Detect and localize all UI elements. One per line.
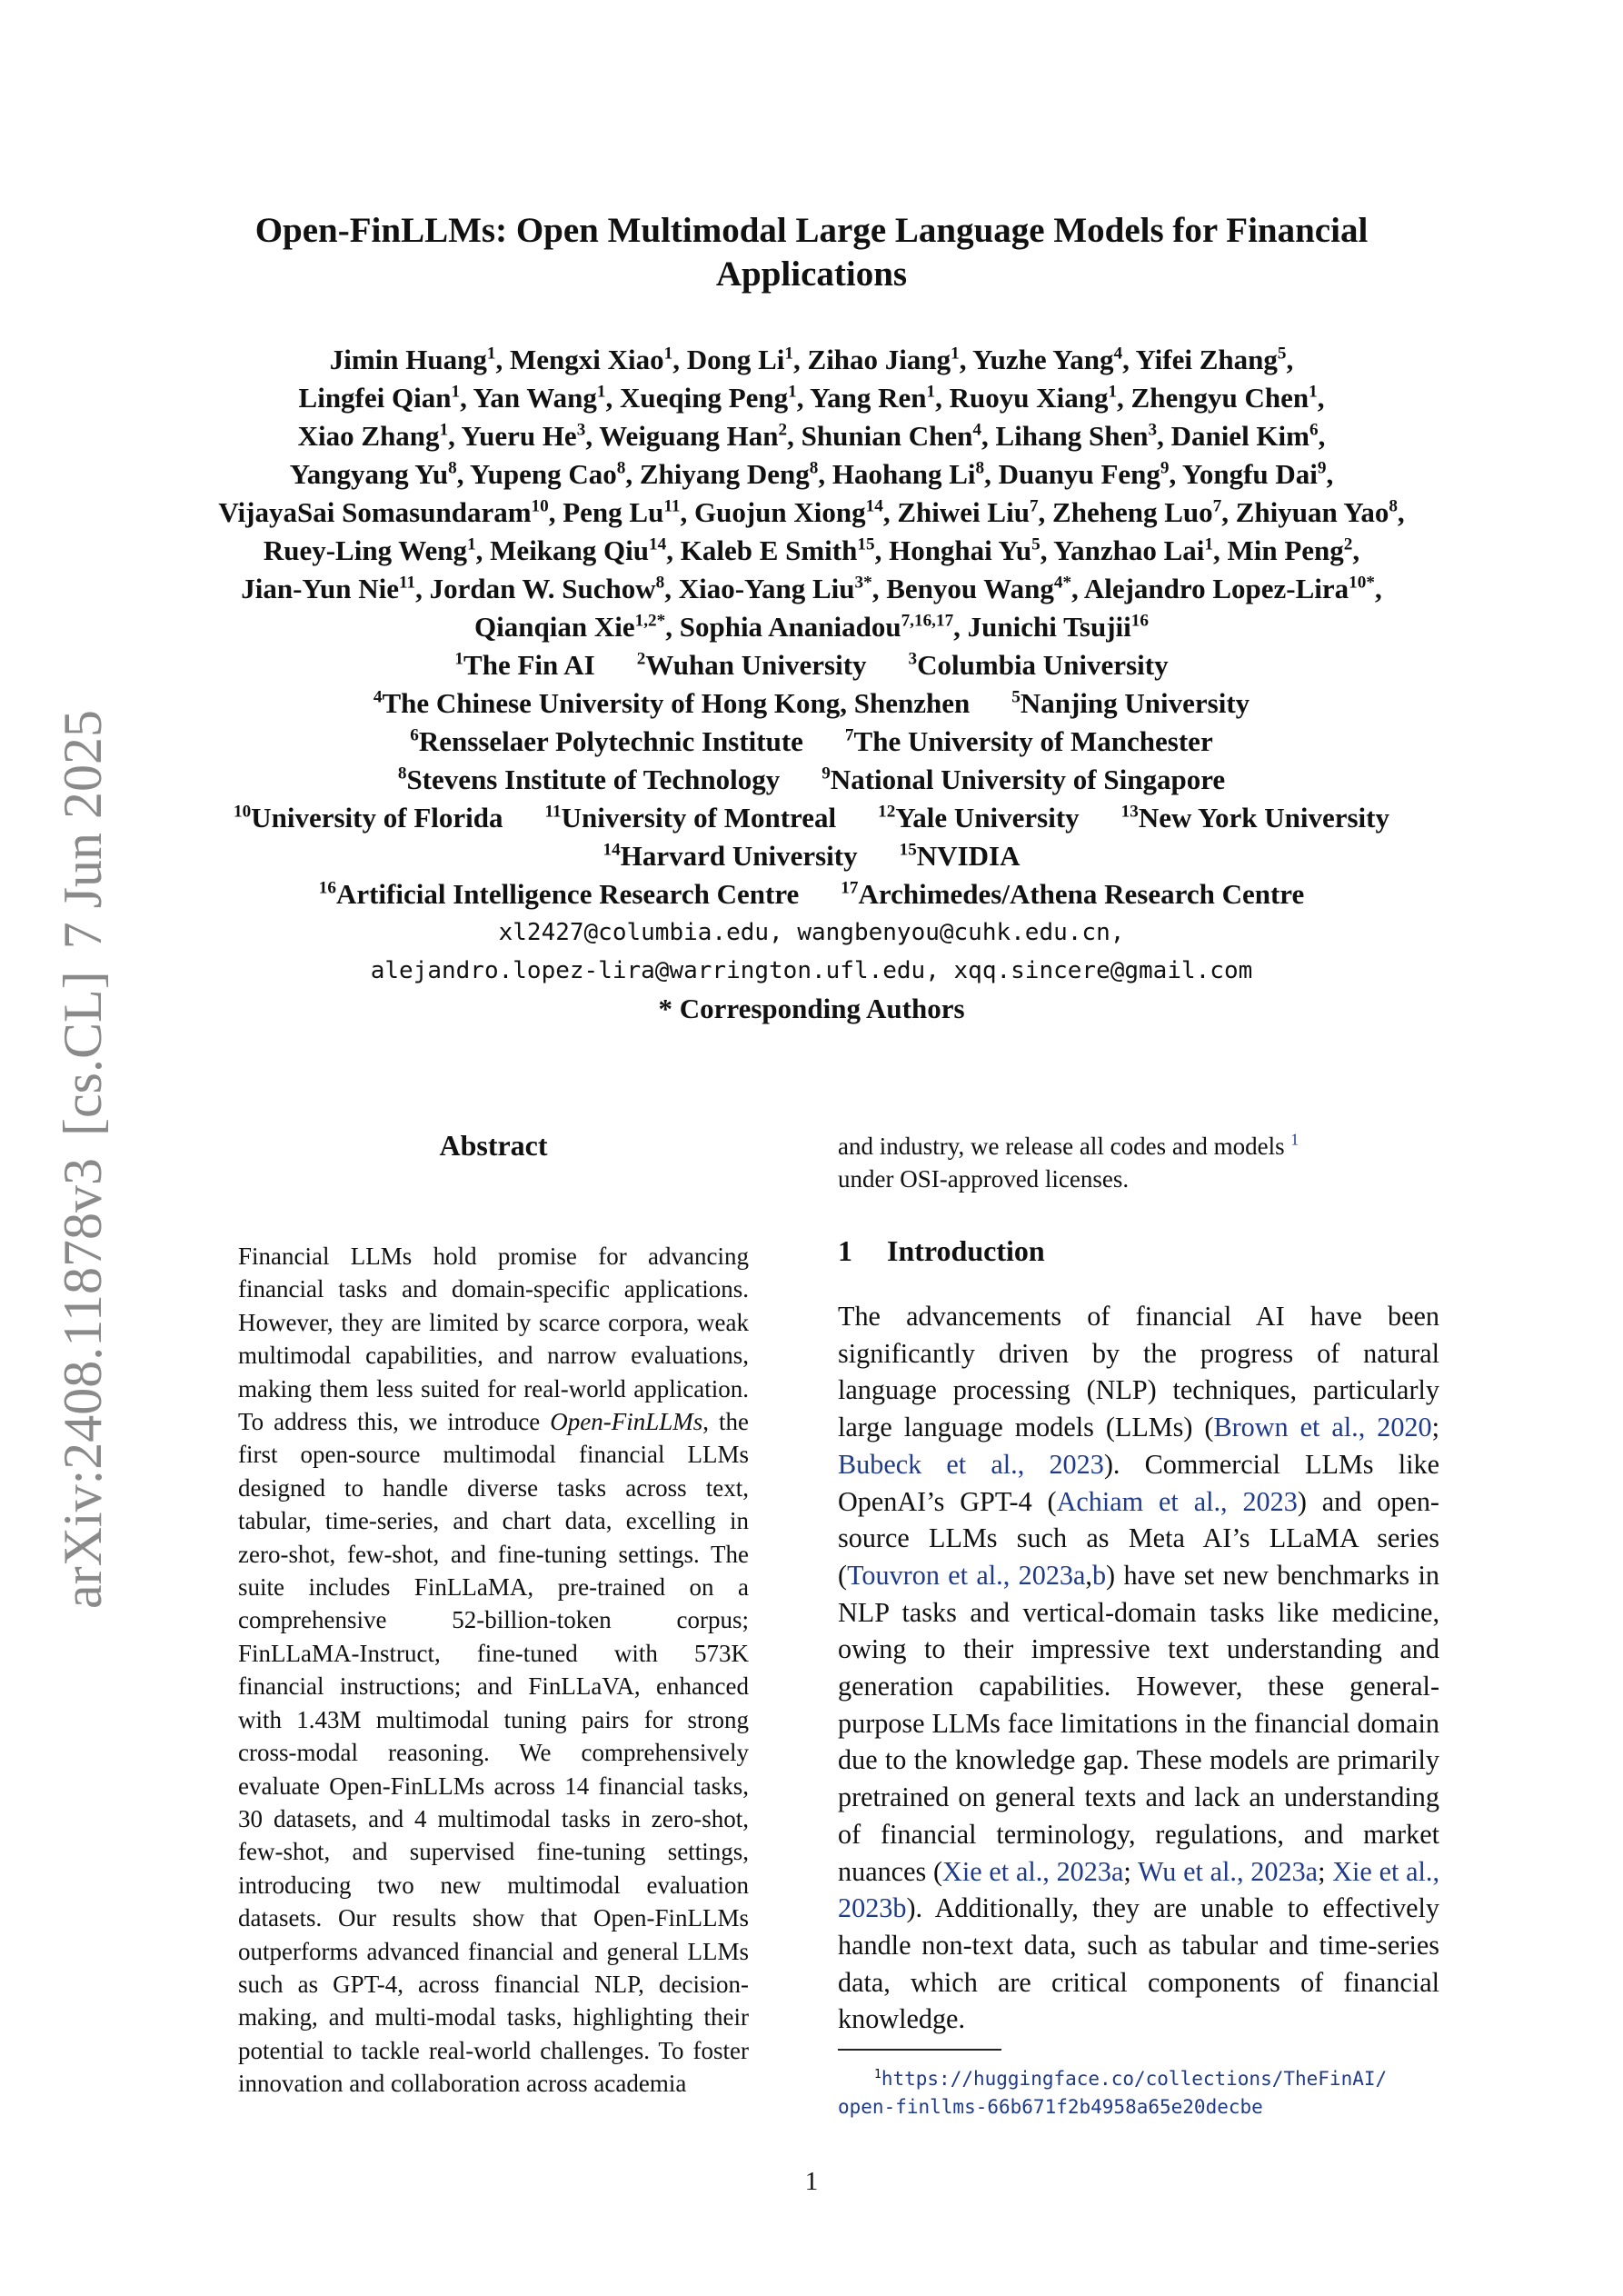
author bbox=[1084, 573, 1375, 604]
author-line: Lingfei Qian$^1$, Yan Wang$^1$, Xueqing Peng$^1$, Yang Ren$^1$, Ruoyu Xiang$^1$, Zhengyu Chen$^1$, bbox=[298, 382, 1325, 414]
author-list bbox=[100, 341, 1523, 646]
author-name: Jian-Yun Nie bbox=[241, 573, 399, 604]
author bbox=[620, 382, 797, 414]
author-affiliation-mark: 1 bbox=[596, 382, 606, 402]
author bbox=[680, 611, 953, 643]
author bbox=[241, 573, 415, 604]
affiliation-number: 5 bbox=[1011, 687, 1021, 707]
body-text: ; bbox=[1318, 1855, 1333, 1887]
affiliation-number: 3 bbox=[908, 649, 918, 669]
paper-title: Open-FinLLMs: Open Multimodal Large Language Models for Financial Applications bbox=[254, 211, 1369, 294]
email-line: alejandro.lopez-lira@warrington.ufl.edu, xqq.sincere@gmail.com bbox=[370, 957, 1253, 984]
author-name: Qianqian Xie bbox=[474, 611, 635, 643]
abstract-emphasis: Open-FinLLMs bbox=[550, 1408, 703, 1436]
author-affiliation-mark: 3 bbox=[576, 420, 586, 440]
section-number: 1 bbox=[838, 1234, 852, 1267]
author bbox=[470, 458, 625, 490]
author-affiliation-mark: 1 bbox=[486, 344, 496, 364]
affiliation bbox=[454, 649, 594, 681]
author bbox=[1182, 458, 1327, 490]
author bbox=[218, 496, 548, 528]
author-affiliation-mark: 1 bbox=[1204, 534, 1213, 554]
author bbox=[808, 344, 960, 375]
author-affiliation-mark: 4 bbox=[1113, 344, 1123, 364]
author bbox=[563, 496, 680, 528]
arxiv-category: [cs.CL] bbox=[53, 971, 113, 1136]
author-name: Shunian Chen bbox=[801, 420, 973, 452]
email-line: xl2427@columbia.edu, wangbenyou@cuhk.edu.cn, bbox=[498, 919, 1125, 946]
footnote bbox=[838, 2065, 1439, 2121]
author-affiliation-mark: 8 bbox=[616, 458, 626, 478]
introduction-paragraph bbox=[838, 1298, 1439, 2038]
author-name: Min Peng bbox=[1227, 534, 1344, 566]
author-line: Jimin Huang$^1$, Mengxi Xiao$^1$, Dong Li$^1$, Zihao Jiang$^1$, Yuzhe Yang$^4$, Yifei Zhang$^5$, bbox=[329, 344, 1294, 375]
affiliation bbox=[1011, 687, 1250, 719]
author bbox=[490, 534, 666, 566]
affiliation-number: 10 bbox=[234, 802, 252, 822]
author bbox=[950, 382, 1117, 414]
author-name: Zhiyuan Yao bbox=[1235, 496, 1389, 528]
affiliation-name: Harvard University bbox=[620, 840, 858, 872]
author-name: Sophia Ananiadou bbox=[679, 611, 901, 643]
author-affiliation-mark: 9 bbox=[1160, 458, 1170, 478]
author bbox=[1236, 496, 1398, 528]
arxiv-id: arXiv:2408.11878v3 bbox=[53, 1157, 113, 1609]
affiliation bbox=[373, 687, 970, 719]
author-block bbox=[100, 341, 1523, 1028]
affiliation-name: The Chinese University of Hong Kong, Shenzhen bbox=[382, 687, 971, 719]
email-link[interactable]: wangbenyou@cuhk.edu.cn bbox=[797, 919, 1110, 946]
abstract-text: Financial LLMs hold promise for advancing financial tasks and domain-specific applications. However, they are limited by scarce corpora, weak multimodal capabilities, and narrow evaluations, making them less suited for real-world application. To address this, we introduce bbox=[238, 1243, 749, 1436]
author-name: Ruoyu Xiang bbox=[949, 382, 1109, 414]
affiliation-name: Nanjing University bbox=[1020, 687, 1250, 719]
affiliation-number: 12 bbox=[878, 802, 896, 822]
affiliation-number: 9 bbox=[821, 764, 831, 784]
author-affiliation-mark: 1 bbox=[926, 382, 936, 402]
affiliation-name: Wuhan University bbox=[645, 649, 867, 681]
author-name: Meikang Qiu bbox=[490, 534, 650, 566]
author-name: Daniel Kim bbox=[1170, 420, 1309, 452]
affiliation bbox=[841, 878, 1304, 910]
author-affiliation-mark: 14 bbox=[865, 496, 883, 516]
affiliation-number: 1 bbox=[454, 649, 464, 669]
affiliation bbox=[398, 764, 780, 795]
author-affiliation-mark: 1 bbox=[788, 382, 797, 402]
author bbox=[1227, 534, 1352, 566]
author-affiliation-mark: 1 bbox=[1108, 382, 1118, 402]
author bbox=[886, 573, 1071, 604]
author-affiliation-mark: 3 bbox=[1148, 420, 1158, 440]
author bbox=[462, 420, 586, 452]
body-text: , bbox=[1085, 1559, 1092, 1591]
affiliation-name: University of Florida bbox=[251, 802, 503, 834]
author-name: Yang Ren bbox=[810, 382, 927, 414]
body-text: ). Additionally, they are unable to effectively handle non-text data, such as tabular and time-series data, which are critical components of financial knowledge. bbox=[838, 1892, 1439, 2035]
affiliation-row bbox=[100, 875, 1523, 913]
author-affiliation-mark: 1 bbox=[663, 344, 673, 364]
author bbox=[889, 534, 1041, 566]
body-text: ; bbox=[1123, 1855, 1138, 1887]
author bbox=[1171, 420, 1319, 452]
body-text: ) and open-source LLMs such as Meta AI’s LLaMA series ( bbox=[838, 1485, 1439, 1591]
author-affiliation-mark: 3* bbox=[854, 573, 872, 593]
affiliation-name: Artificial Intelligence Research Centre bbox=[335, 878, 800, 910]
author-affiliation-mark: 11 bbox=[663, 496, 681, 516]
author bbox=[810, 382, 935, 414]
affiliation-number: 4 bbox=[373, 687, 383, 707]
author-name: Jimin Huang bbox=[329, 344, 487, 375]
citation-link[interactable]: Bubeck et al., 2023 bbox=[838, 1448, 1104, 1480]
affiliation-name: Archimedes/Athena Research Centre bbox=[858, 878, 1305, 910]
affiliation-row bbox=[100, 646, 1523, 684]
author-name: Weiguang Han bbox=[599, 420, 779, 452]
footnote-rule bbox=[838, 2049, 1001, 2051]
author bbox=[640, 458, 819, 490]
author-name: Xiao Zhang bbox=[297, 420, 440, 452]
author-name: Alejandro Lopez-Lira bbox=[1083, 573, 1349, 604]
author-name: Yanzhao Lai bbox=[1053, 534, 1205, 566]
author-line: VijayaSai Somasundaram$^{10}$, Peng Lu$^{11}$, Guojun Xiong$^{14}$, Zhiwei Liu$^7$, Zheheng Luo$^7$, Zhiyuan Yao$^8$, bbox=[218, 496, 1405, 528]
affiliation bbox=[900, 840, 1021, 872]
author bbox=[897, 496, 1038, 528]
author-name: Zheheng Luo bbox=[1052, 496, 1213, 528]
body-text: ; bbox=[1431, 1412, 1439, 1443]
affiliation-row bbox=[100, 723, 1523, 761]
author bbox=[1131, 382, 1318, 414]
author bbox=[510, 344, 672, 375]
citation-link[interactable]: Touvron et al., 2023a bbox=[847, 1559, 1086, 1591]
author-affiliation-mark: 11 bbox=[398, 573, 416, 593]
footnote-url[interactable]: open-finllms-66b671f2b4958a65e20decbe bbox=[838, 2096, 1263, 2118]
citation-link[interactable]: Xie et al., 2023b bbox=[838, 1855, 1440, 1924]
author bbox=[679, 573, 872, 604]
author-affiliation-mark: 10* bbox=[1349, 573, 1375, 593]
author bbox=[299, 382, 461, 414]
author-name: Lihang Shen bbox=[995, 420, 1149, 452]
author-affiliation-mark: 4 bbox=[972, 420, 981, 440]
author bbox=[694, 496, 883, 528]
page-number: 1 bbox=[804, 2167, 819, 2196]
affiliation bbox=[845, 725, 1213, 757]
author-name: Haohang Li bbox=[831, 458, 976, 490]
affiliation-number: 15 bbox=[899, 840, 917, 860]
author-name: Yan Wang bbox=[473, 382, 597, 414]
email-link[interactable]: alejandro.lopez-lira@warrington.ufl.edu bbox=[370, 957, 926, 984]
corresponding-note: * Corresponding Authors bbox=[658, 993, 965, 1024]
affiliation-row bbox=[100, 799, 1523, 837]
affiliation bbox=[878, 802, 1080, 834]
author bbox=[968, 611, 1149, 643]
author-affiliation-mark: 1,2* bbox=[634, 611, 666, 631]
affiliation bbox=[821, 764, 1225, 795]
email-link[interactable]: xqq.sincere@gmail.com bbox=[953, 957, 1253, 984]
citation-link[interactable]: b bbox=[1091, 1559, 1107, 1591]
author-line: Qianqian Xie$^{1,2*}$, Sophia Ananiadou$^{7,16,17}$, Junichi Tsujii$^{16}$ bbox=[474, 611, 1149, 643]
affiliation-name: The University of Manchester bbox=[853, 725, 1213, 757]
abstract-heading: Abstract bbox=[439, 1129, 548, 1162]
affiliation-name: The Fin AI bbox=[463, 649, 595, 681]
affiliation-number: 11 bbox=[544, 802, 562, 822]
citation-link[interactable]: Wu et al., 2023a bbox=[1137, 1855, 1319, 1887]
author bbox=[599, 420, 787, 452]
author bbox=[802, 420, 981, 452]
author-name: Xueqing Peng bbox=[619, 382, 789, 414]
author bbox=[681, 534, 875, 566]
author-affiliation-mark: 1 bbox=[439, 420, 449, 440]
citation-link[interactable]: Achiam et al., 2023 bbox=[1056, 1485, 1298, 1517]
affiliation-number: 17 bbox=[841, 878, 859, 898]
author-affiliation-mark: 5 bbox=[1277, 344, 1287, 364]
author bbox=[995, 420, 1157, 452]
affiliation-row bbox=[100, 684, 1523, 723]
author-affiliation-mark: 8 bbox=[809, 458, 819, 478]
affiliation-name: Stevens Institute of Technology bbox=[406, 764, 781, 795]
author-affiliation-mark: 1 bbox=[467, 534, 476, 554]
author bbox=[1053, 534, 1213, 566]
citation-link[interactable]: Brown et al., 2020 bbox=[1213, 1412, 1432, 1443]
affiliation bbox=[603, 840, 858, 872]
affiliation-number: 14 bbox=[602, 840, 621, 860]
author-line: Yangyang Yu$^8$, Yupeng Cao$^8$, Zhiyang Deng$^8$, Haohang Li$^8$, Duanyu Feng$^9$, Yongfu Dai$^9$, bbox=[289, 458, 1334, 490]
author-name: Zhengyu Chen bbox=[1130, 382, 1309, 414]
affiliation bbox=[637, 649, 867, 681]
footnote-marker[interactable]: 1 bbox=[1290, 1130, 1299, 1149]
affiliation-name: Columbia University bbox=[917, 649, 1169, 681]
author bbox=[474, 611, 665, 643]
author bbox=[330, 344, 496, 375]
author bbox=[832, 458, 984, 490]
affiliation bbox=[319, 878, 800, 910]
affiliation-name: Yale University bbox=[895, 802, 1080, 834]
author-name: Yangyang Yu bbox=[289, 458, 449, 490]
affiliation-name: University of Montreal bbox=[561, 802, 837, 834]
section-heading bbox=[838, 1233, 1439, 1269]
author bbox=[290, 458, 457, 490]
author-name: Yifei Zhang bbox=[1135, 344, 1278, 375]
body-text: ) have set new benchmarks in NLP tasks and vertical-domain tasks like medicine, owing to their impressive text understanding and generation capabilities. However, these general-purpose LLMs face limitations in the financial domain due to the knowledge gap. These models are primarily pretrained on general texts and lack an understanding of financial terminology, regulations, and market nuances ( bbox=[838, 1559, 1439, 1887]
affiliation-number: 16 bbox=[318, 878, 336, 898]
author-affiliation-mark: 15 bbox=[857, 534, 875, 554]
author-affiliation-mark: 6 bbox=[1309, 420, 1319, 440]
author-name: Zhiwei Liu bbox=[897, 496, 1030, 528]
author-name: Mengxi Xiao bbox=[510, 344, 664, 375]
affiliation-number: 8 bbox=[397, 764, 407, 784]
affiliation-number: 13 bbox=[1120, 802, 1139, 822]
abstract-continuation bbox=[838, 1130, 1439, 1195]
continuation-text: and industry, we release all codes and models bbox=[838, 1133, 1285, 1160]
affiliation-row bbox=[100, 837, 1523, 875]
author-affiliation-mark: 5 bbox=[1031, 534, 1041, 554]
author-name: VijayaSai Somasundaram bbox=[218, 496, 532, 528]
author-affiliation-mark: 1 bbox=[1309, 382, 1318, 402]
author-affiliation-mark: 8 bbox=[975, 458, 985, 478]
affiliation-name: Rensselaer Polytechnic Institute bbox=[418, 725, 803, 757]
author-name: Junichi Tsujii bbox=[967, 611, 1131, 643]
affiliation bbox=[909, 649, 1169, 681]
author-name: Yongfu Dai bbox=[1181, 458, 1318, 490]
affiliation-number: 7 bbox=[844, 725, 854, 745]
author-name: Jordan W. Suchow bbox=[429, 573, 656, 604]
author-name: Guojun Xiong bbox=[694, 496, 866, 528]
affiliation bbox=[234, 802, 503, 834]
author-affiliation-mark: 2 bbox=[1343, 534, 1353, 554]
abstract-text: , the first open-source multimodal financial LLMs designed to handle diverse tasks across text, tabular, time-series, and chart data, excelling in zero-shot, few-shot, and fine-tuning settings. The suite includes FinLLaMA, pre-trained on a comprehensive 52-billion-token corpus; FinLLaMA-Instruct, fine-tuned with 573K financial instructions; and FinLLaVA, enhanced with 1.43M multimodal tuning pairs for strong cross-modal reasoning. We comprehensively evaluate Open-FinLLMs across 14 financial tasks, 30 datasets, and 4 multimodal tasks in zero-shot, few-shot, and supervised fine-tuning settings, introducing two new multimodal evaluation datasets. Our results show that Open-FinLLMs outperforms advanced financial and general LLMs such as GPT-4, across financial NLP, decision-making, and multi-modal tasks, highlighting their potential to tackle real-world challenges. To foster innovation and collaboration across academia bbox=[238, 1408, 749, 2098]
author-affiliation-mark: 7 bbox=[1029, 496, 1039, 516]
author-name: Lingfei Qian bbox=[298, 382, 452, 414]
author bbox=[1052, 496, 1221, 528]
author bbox=[473, 382, 605, 414]
abstract-body bbox=[238, 1240, 749, 2101]
author-affiliation-mark: 8 bbox=[655, 573, 665, 593]
author-name: Dong Li bbox=[686, 344, 785, 375]
affiliation-name: NVIDIA bbox=[916, 840, 1021, 872]
author-affiliation-mark: 10 bbox=[531, 496, 549, 516]
author bbox=[972, 344, 1122, 375]
author bbox=[298, 420, 449, 452]
affiliation-number: 6 bbox=[410, 725, 419, 745]
author-name: Kaleb E Smith bbox=[680, 534, 858, 566]
affiliation-name: National University of Singapore bbox=[830, 764, 1226, 795]
author-name: Honghai Yu bbox=[889, 534, 1032, 566]
author-affiliation-mark: 1 bbox=[951, 344, 960, 364]
author bbox=[430, 573, 665, 604]
author-affiliation-mark: 8 bbox=[448, 458, 457, 478]
author-line: Ruey-Ling Weng$^1$, Meikang Qiu$^{14}$, Kaleb E Smith$^{15}$, Honghai Yu$^5$, Yanzhao Lai$^1$, Min Peng$^2$, bbox=[263, 534, 1360, 566]
author-line: Jian-Yun Nie$^{11}$, Jordan W. Suchow$^8$, Xiao-Yang Liu$^{3*}$, Benyou Wang$^{4*}$, Alejandro Lopez-Lira$^{10*}$, bbox=[241, 573, 1382, 604]
author-affiliation-mark: 16 bbox=[1130, 611, 1149, 631]
author-affiliation-mark: 4* bbox=[1053, 573, 1072, 593]
author-affiliation-mark: 7 bbox=[1212, 496, 1222, 516]
author-line: Xiao Zhang$^1$, Yueru He$^3$, Weiguang Han$^2$, Shunian Chen$^4$, Lihang Shen$^3$, Daniel Kim$^6$, bbox=[297, 420, 1326, 452]
author-name: Xiao-Yang Liu bbox=[678, 573, 855, 604]
body-text: The advancements of financial AI have been significantly driven by the progress of natural language processing (NLP) techniques, particularly large language models (LLMs) ( bbox=[838, 1301, 1439, 1443]
author-name: Ruey-Ling Weng bbox=[263, 534, 468, 566]
author-name: Yupeng Cao bbox=[470, 458, 617, 490]
citation-link[interactable]: Xie et al., 2023a bbox=[942, 1855, 1124, 1887]
author-affiliation-mark: 1 bbox=[784, 344, 794, 364]
author-affiliation-mark: 2 bbox=[778, 420, 788, 440]
author bbox=[264, 534, 476, 566]
author-name: Yueru He bbox=[461, 420, 577, 452]
author-affiliation-mark: 14 bbox=[649, 534, 667, 554]
author-affiliation-mark: 7,16,17 bbox=[901, 611, 954, 631]
author-affiliation-mark: 8 bbox=[1389, 496, 1398, 516]
footnote-url[interactable]: https://huggingface.co/collections/TheFinAI/ bbox=[881, 2068, 1388, 2090]
author-name: Yuzhe Yang bbox=[972, 344, 1114, 375]
affiliation bbox=[544, 802, 836, 834]
author-name: Benyou Wang bbox=[886, 573, 1054, 604]
affiliation-name: New York University bbox=[1138, 802, 1389, 834]
author-name: Duanyu Feng bbox=[998, 458, 1160, 490]
author-name: Zihao Jiang bbox=[807, 344, 951, 375]
email-link[interactable]: xl2427@columbia.edu bbox=[498, 919, 770, 946]
footnote-number: 1 bbox=[874, 2068, 881, 2082]
body-text: ). Commercial LLMs like OpenAI’s GPT-4 ( bbox=[838, 1448, 1439, 1517]
affiliation-row bbox=[100, 761, 1523, 799]
author-name: Peng Lu bbox=[563, 496, 664, 528]
section-title: Introduction bbox=[887, 1234, 1045, 1267]
author bbox=[687, 344, 793, 375]
author bbox=[999, 458, 1170, 490]
author-affiliation-mark: 9 bbox=[1317, 458, 1327, 478]
affiliation bbox=[410, 725, 803, 757]
arxiv-date: 7 Jun 2025 bbox=[53, 709, 113, 950]
affiliation-number: 2 bbox=[636, 649, 646, 669]
author-name: Zhiyang Deng bbox=[639, 458, 810, 490]
author-affiliation-mark: 1 bbox=[451, 382, 461, 402]
author bbox=[1135, 344, 1286, 375]
continuation-text: under OSI-approved licenses. bbox=[838, 1165, 1130, 1193]
affiliation bbox=[1121, 802, 1389, 834]
